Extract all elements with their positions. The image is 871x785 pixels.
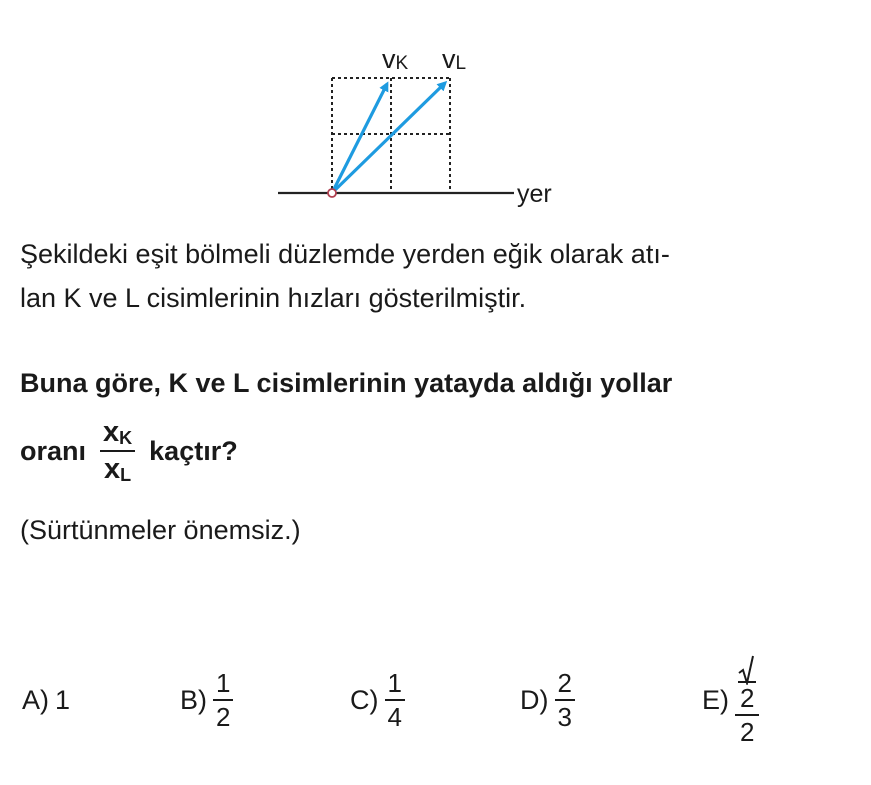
velocity-diagram bbox=[270, 35, 570, 215]
fraction-bar bbox=[735, 714, 759, 716]
ratio-denominator: $x_L$ bbox=[104, 453, 132, 485]
option-c-numerator: 1 bbox=[387, 668, 402, 698]
velocity-l-arrow bbox=[332, 83, 445, 193]
launch-point bbox=[328, 189, 336, 197]
option-b[interactable] bbox=[180, 655, 233, 745]
question-prefix: oranı bbox=[20, 435, 87, 466]
velocity-k-arrow bbox=[332, 84, 387, 193]
fraction-bar bbox=[555, 699, 575, 701]
ratio-numerator: $x_K$ bbox=[103, 416, 133, 448]
option-e[interactable] bbox=[702, 655, 759, 745]
option-a-value: 1 bbox=[55, 684, 71, 715]
option-e-radicand: 2 bbox=[740, 683, 755, 713]
option-d-fraction bbox=[555, 670, 575, 730]
option-b-numerator: 1 bbox=[216, 668, 231, 698]
fraction-bar bbox=[213, 699, 233, 701]
option-d-letter: D) bbox=[520, 684, 549, 715]
option-c-fraction bbox=[385, 670, 405, 730]
label-vk: vK bbox=[382, 44, 409, 74]
option-e-numerator bbox=[735, 655, 759, 711]
option-b-letter: B) bbox=[180, 684, 207, 715]
ratio-fraction bbox=[100, 418, 135, 484]
fraction-bar bbox=[385, 699, 405, 701]
option-c-denominator: 4 bbox=[387, 702, 402, 732]
fraction-bar bbox=[100, 450, 135, 452]
question-line-1: Buna göre, K ve L cisimlerinin yatayda aldığı yollar bbox=[20, 368, 673, 398]
option-b-denominator: 2 bbox=[216, 702, 231, 732]
option-e-letter: E) bbox=[702, 684, 729, 715]
option-d-denominator: 3 bbox=[557, 702, 572, 732]
option-a[interactable] bbox=[22, 655, 70, 745]
option-c[interactable] bbox=[350, 655, 405, 745]
label-ground: yer bbox=[517, 180, 552, 208]
option-e-denominator: 2 bbox=[740, 717, 755, 747]
friction-note: (Sürtünmeler önemsiz.) bbox=[20, 515, 301, 545]
option-d-numerator: 2 bbox=[557, 668, 572, 698]
label-vl: vL bbox=[442, 44, 467, 74]
option-e-fraction bbox=[735, 655, 759, 745]
option-c-letter: C) bbox=[350, 684, 379, 715]
question-line-2 bbox=[20, 418, 238, 484]
answer-options bbox=[22, 655, 842, 745]
statement-line-2: lan K ve L cisimlerinin hızları gösterilmiştir. bbox=[20, 283, 527, 313]
option-a-letter: A) bbox=[22, 684, 49, 715]
statement-line-1: Şekildeki eşit bölmeli düzlemde yerden eğik olarak atı- bbox=[20, 239, 670, 269]
question-suffix: kaçtır? bbox=[149, 435, 238, 466]
option-b-fraction bbox=[213, 670, 233, 730]
option-d[interactable] bbox=[520, 655, 575, 745]
